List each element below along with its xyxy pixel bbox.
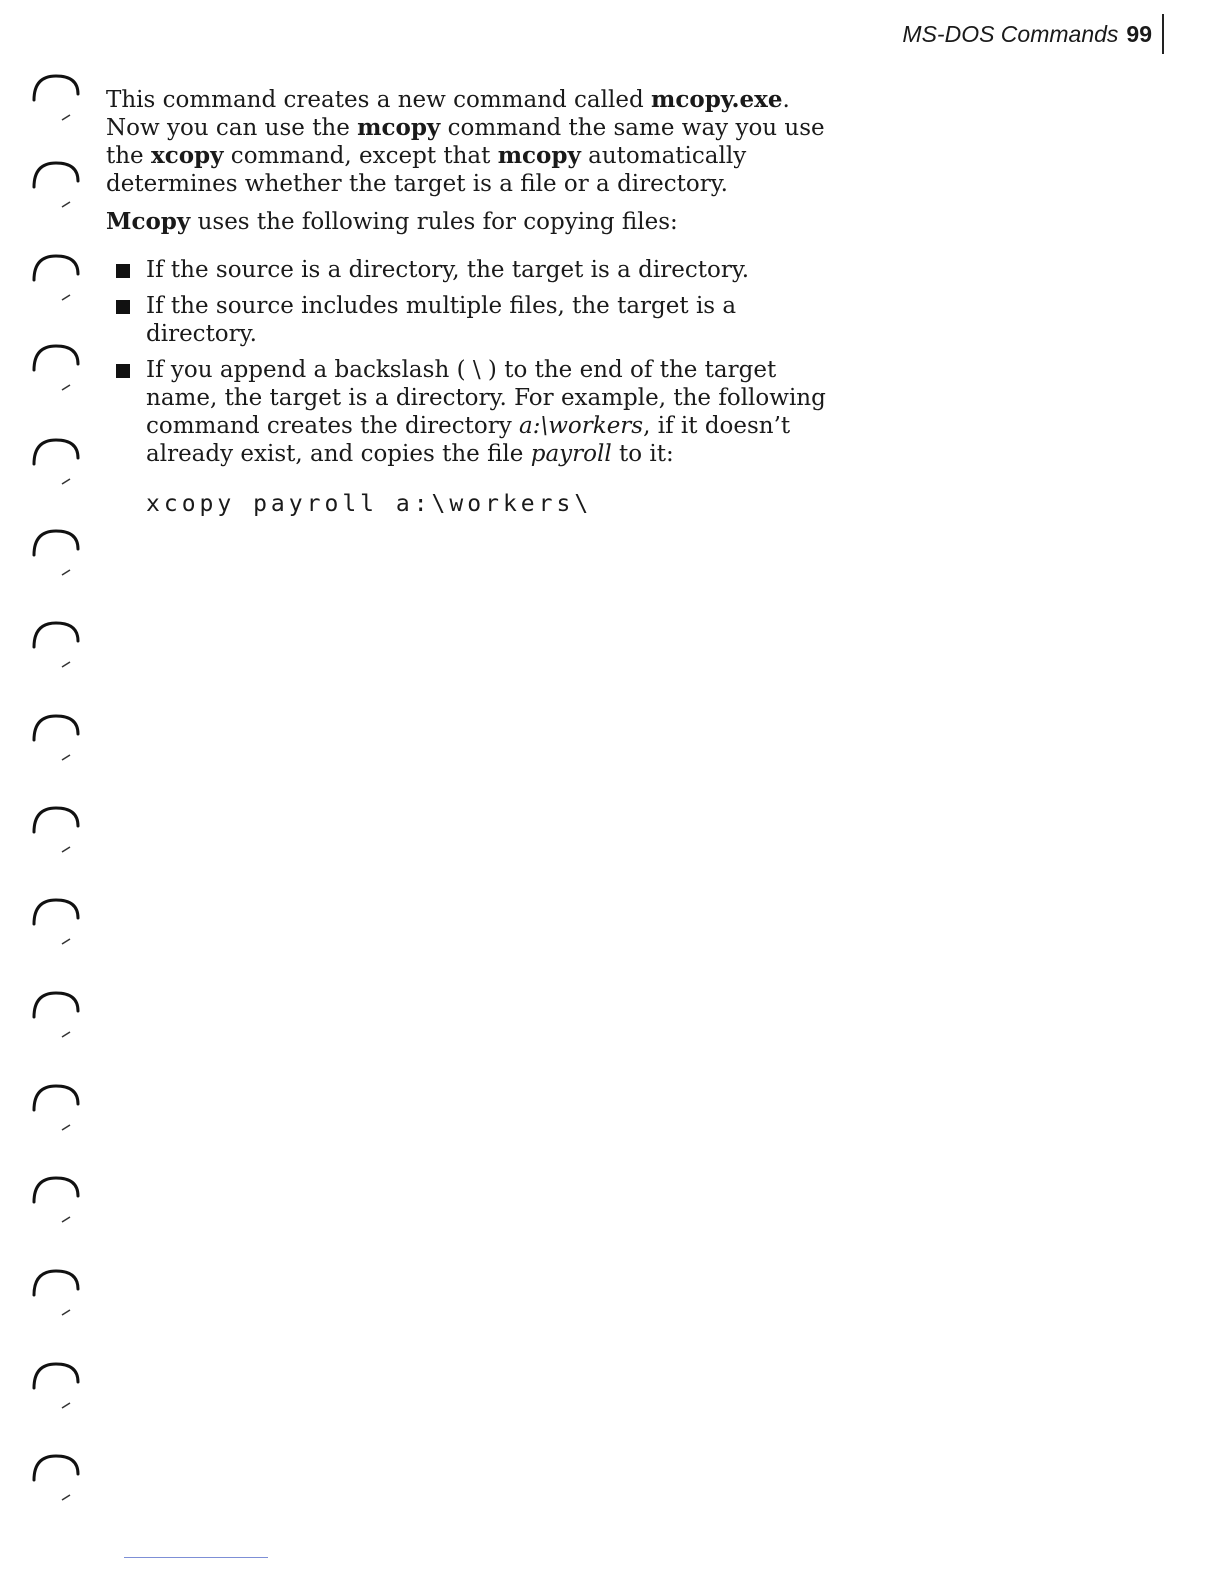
ring-shadow-mark xyxy=(62,939,70,944)
list-item xyxy=(106,356,846,468)
binder-ring-icon xyxy=(34,900,78,924)
ring-shadow-mark xyxy=(62,1403,70,1408)
page-number: 99 xyxy=(1126,20,1152,47)
rules-intro-paragraph xyxy=(106,208,846,236)
command-name-xcopy: xcopy xyxy=(150,142,224,169)
ring-shadow-mark xyxy=(62,755,70,760)
rule-text xyxy=(146,357,826,467)
page-body xyxy=(106,86,846,518)
binder-ring-icon xyxy=(34,346,78,370)
rule3-text-1: If you append a backslash ( \ ) to the end of the target name, the target is a directory. For example, the following command creates the directory xyxy=(146,357,826,439)
ring-shadow-mark xyxy=(62,295,70,300)
binder-ring-icon xyxy=(34,716,78,740)
rule3-text-2: , if it doesn’t already exist, and copies the file xyxy=(146,413,791,467)
intro-text-5: automatically determines whether the target is a file or a directory. xyxy=(106,143,747,197)
binder-ring-icon xyxy=(34,76,78,100)
ring-shadow-mark xyxy=(62,1032,70,1037)
ring-shadow-mark xyxy=(62,385,70,390)
bullet-square-icon xyxy=(116,264,130,278)
ring-shadow-mark xyxy=(62,1125,70,1130)
ring-shadow-mark xyxy=(62,570,70,575)
ring-shadow-mark xyxy=(62,1217,70,1222)
binder-ring-icon xyxy=(34,993,78,1017)
binder-ring-icon xyxy=(34,1364,78,1388)
rule-text: If the source is a directory, the target is a directory. xyxy=(146,257,750,283)
rule3-text-3: to it: xyxy=(611,441,674,467)
binder-ring-icon xyxy=(34,1086,78,1110)
intro-paragraph xyxy=(106,86,846,198)
bullet-square-icon xyxy=(116,364,130,378)
ring-shadow-mark xyxy=(62,1310,70,1315)
intro-text-3: command the same way you use the xyxy=(106,115,825,169)
ring-shadow-mark xyxy=(62,115,70,120)
ring-shadow-mark xyxy=(62,1495,70,1500)
page-header xyxy=(902,14,1164,54)
example-command: xcopy payroll a:\workers\ xyxy=(146,491,593,517)
binder-rings xyxy=(0,0,100,1584)
ring-shadow-mark xyxy=(62,847,70,852)
intro-text-1: This command creates a new command called xyxy=(106,87,652,113)
command-name-mcopy-2: mcopy xyxy=(497,142,581,169)
rules-intro-text: uses the following rules for copying files: xyxy=(190,209,678,235)
binder-ring-icon xyxy=(34,256,78,280)
binder-ring-icon xyxy=(34,1178,78,1202)
bullet-square-icon xyxy=(116,300,130,314)
command-name-mcopy-cap: Mcopy xyxy=(106,208,191,235)
running-head-section: MS-DOS Commands xyxy=(902,20,1119,47)
list-item xyxy=(106,256,846,284)
binder-ring-icon xyxy=(34,163,78,187)
intro-text-2: . Now you can use the xyxy=(106,87,790,141)
binder-ring-icon xyxy=(34,623,78,647)
list-item xyxy=(106,292,846,348)
command-name-mcopy: mcopy xyxy=(357,114,441,141)
ring-shadow-mark xyxy=(62,479,70,484)
ring-shadow-mark xyxy=(62,202,70,207)
ring-shadow-mark xyxy=(62,662,70,667)
binder-ring-icon xyxy=(34,1456,78,1480)
binder-ring-icon xyxy=(34,440,78,464)
binder-ring-icon xyxy=(34,1271,78,1295)
file-name: payroll xyxy=(530,441,612,467)
command-name-mcopy-exe: mcopy.exe xyxy=(651,86,783,113)
binder-ring-icon xyxy=(34,531,78,555)
rules-list xyxy=(106,256,846,468)
binder-ring-icon xyxy=(34,808,78,832)
directory-path: a:\workers xyxy=(519,413,644,439)
intro-text-4: command, except that xyxy=(223,143,498,169)
rule-text: If the source includes multiple files, the target is a directory. xyxy=(146,293,737,347)
footer-rule xyxy=(124,1557,268,1558)
header-rule xyxy=(1162,14,1164,54)
